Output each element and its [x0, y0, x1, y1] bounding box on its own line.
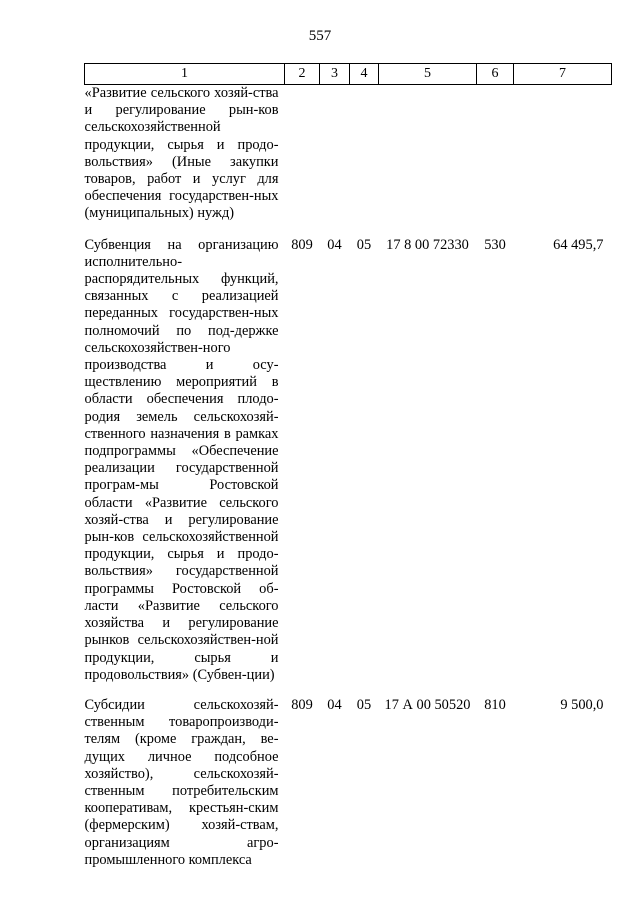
row-target-article: 17 А 00 50520: [384, 696, 471, 713]
column-header-4: 4: [350, 64, 379, 85]
column-header-1: 1: [85, 64, 285, 85]
row-section-code: 04: [327, 696, 342, 713]
table-row: [85, 223, 612, 684]
row-expense-type: [477, 85, 514, 223]
row-expense-type: 810: [484, 696, 506, 713]
row-amount: 9 500,0: [560, 696, 604, 713]
row-section-code: 04: [327, 236, 342, 253]
budget-table: [84, 63, 612, 869]
row-subsection-code: 05: [356, 236, 372, 253]
row-section-code: [320, 85, 350, 223]
row-subsection-code: 05: [356, 696, 372, 713]
row-amount: 64 495,7: [553, 236, 604, 253]
column-header-5: 5: [379, 64, 477, 85]
row-ministry-code: 809: [291, 236, 313, 253]
table-header-row: [85, 64, 612, 85]
column-header-2: 2: [285, 64, 320, 85]
table-row: [85, 85, 612, 223]
row-target-article: [379, 85, 477, 223]
column-header-3: 3: [320, 64, 350, 85]
column-header-6: 6: [477, 64, 514, 85]
row-subsection-code: [350, 85, 379, 223]
row-ministry-code: 809: [291, 696, 313, 713]
row-description: Субвенция на организацию исполнительно-распорядительных функций, связанных с реализацией переданных государствен-ных полномочий по под-держке сельскохозяйствен-ного производства и осу-ществлению мероприятий в области обеспечения плодо-родия земель сельскохозяй-ственного назначения в рамках подпрограммы «Обеспечение реализации государственной програм-мы Ростовской области «Развитие сельского хозяй-ства и регулирование рын-ков сельскохозяйственной продукции, сырья и продо-вольствия» государственной программы Ростовской об-ласти «Развитие сельского хозяйства и регулирование рынков сельскохозяйствен-ной продукции, сырья и продовольствия» (Субвен-ции): [84, 236, 279, 683]
row-amount: [514, 85, 612, 223]
row-description: Субсидии сельскохозяй-ственным товаропроизводи-телям (кроме граждан, ве-дущих личное подсобное хозяйство), сельскохозяй-ственным потребительским кооперативам, крестьян-ским (фермерским) хозяй-ствам, организациям агро-промышленного комплекса: [84, 696, 279, 868]
row-description: «Развитие сельского хозяй-ства и регулирование рын-ков сельскохозяйственной продукции, сырья и продо-вольствия» (Иные закупки товаров, работ и услуг для обеспечения государствен-ных (муниципальных) нужд): [84, 85, 279, 222]
row-ministry-code: [285, 85, 320, 223]
row-expense-type: 530: [484, 236, 506, 253]
table-row: [85, 684, 612, 869]
row-target-article: 17 8 00 72330: [386, 236, 469, 253]
column-header-7: 7: [514, 64, 612, 85]
page-number: 557: [308, 28, 332, 44]
